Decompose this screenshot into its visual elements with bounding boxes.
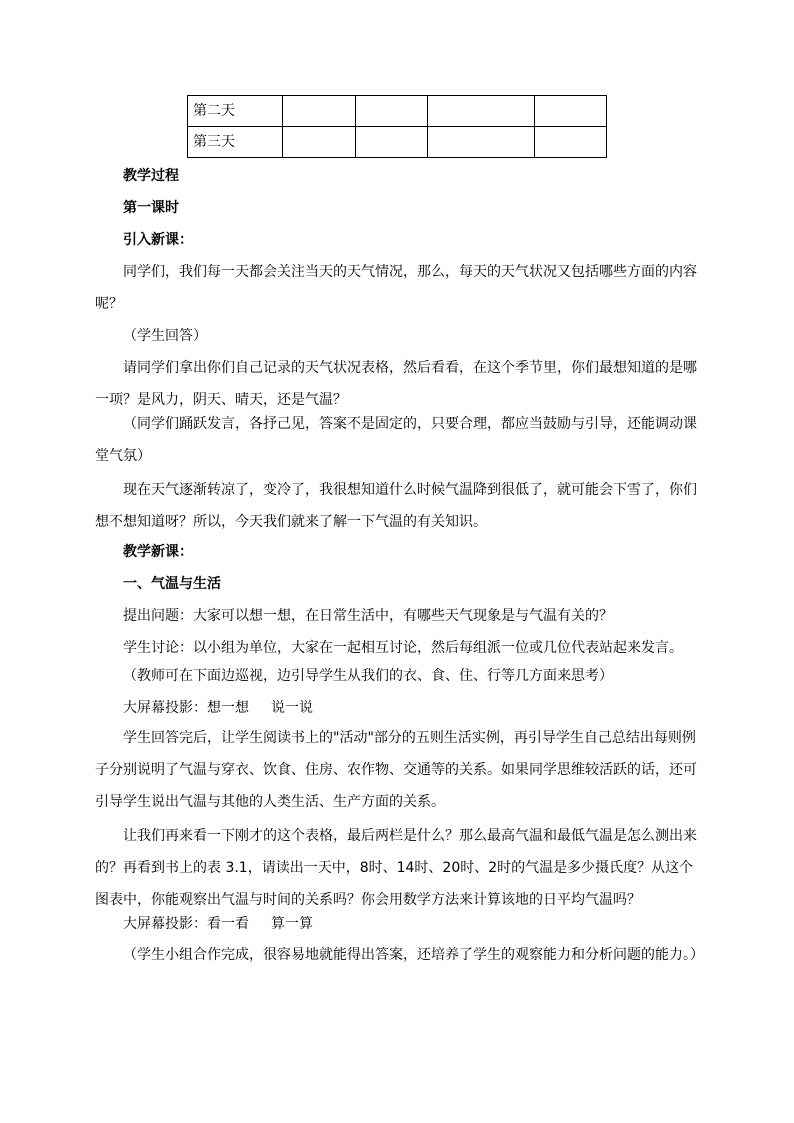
paragraph: （教师可在下面边巡视，边引导学生从我们的衣、食、住、行等几方面来思考）	[123, 668, 613, 684]
heading-intro: 引入新课：	[123, 232, 193, 248]
projection-label: 大屏幕投影：想一想	[123, 700, 249, 716]
table-cell	[428, 96, 535, 127]
paragraph: （同学们踊跃发言，各抒己见，答案不是固定的，只要合理，都应当鼓励与引导，还能调动课堂气氛）	[95, 416, 697, 464]
projection-line	[123, 698, 313, 718]
table-cell	[356, 96, 428, 127]
heading-new-lesson: 教学新课：	[123, 544, 193, 560]
projection-label: 大屏幕投影：看一看	[123, 916, 249, 932]
table-cell	[283, 127, 356, 158]
paragraph: 让我们再来看一下刚才的这个表格，最后两栏是什么？那么最高气温和最低气温是怎么测出来的？再看到书上的表 3.1，请读出一天中，8时、14时、20时、2时的气温是多少摄氏度？从这个图表中，你能观察出气温与时间的关系吗？你会用数学方法来计算该地的日平均气温吗？	[95, 828, 697, 908]
table-cell	[283, 96, 356, 127]
heading-section-1: 一、气温与生活	[123, 576, 221, 592]
weather-record-table	[187, 95, 607, 158]
paragraph: 学生讨论：以小组为单位，大家在一起相互讨论，然后每组派一位或几位代表站起来发言。	[123, 640, 683, 656]
table-cell: 第三天	[188, 127, 283, 158]
table-cell	[535, 96, 607, 127]
heading-first-lesson: 第一课时	[123, 200, 179, 216]
projection-label: 说一说	[271, 700, 313, 716]
table-cell	[535, 127, 607, 158]
table-row	[188, 96, 607, 127]
table-cell	[428, 127, 535, 158]
projection-label: 算一算	[271, 916, 313, 932]
paragraph: 学生回答完后，让学生阅读书上的"活动"部分的五则生活实例，再引导学生自己总结出每则例子分别说明了气温与穿衣、饮食、住房、农作物、交通等的关系。如果同学思维较活跃的话，还可引导学生说出气温与其他的人类生活、生产方面的关系。	[95, 730, 697, 810]
table-row	[188, 127, 607, 158]
paragraph: （学生回答）	[123, 328, 207, 344]
paragraph: 提出问题：大家可以想一想，在日常生活中，有哪些天气现象是与气温有关的？	[123, 608, 613, 624]
projection-line	[123, 914, 313, 934]
paragraph: 现在天气逐渐转凉了，变冷了，我很想知道什么时候气温降到很低了，就可能会下雪了，你们想不想知道呀？所以，今天我们就来了解一下气温的有关知识。	[95, 482, 697, 530]
paragraph: 同学们，我们每一天都会关注当天的天气情况，那么，每天的天气状况又包括哪些方面的内容呢？	[95, 264, 697, 312]
table-cell	[356, 127, 428, 158]
table-cell: 第二天	[188, 96, 283, 127]
paragraph: （学生小组合作完成，很容易地就能得出答案，还培养了学生的观察能力和分析问题的能力。）	[123, 947, 704, 963]
paragraph: 请同学们拿出你们自己记录的天气状况表格，然后看看，在这个季节里，你们最想知道的是哪一项？是风力，阴天、晴天，还是气温？	[95, 360, 697, 408]
heading-teaching-process: 教学过程	[123, 168, 179, 184]
